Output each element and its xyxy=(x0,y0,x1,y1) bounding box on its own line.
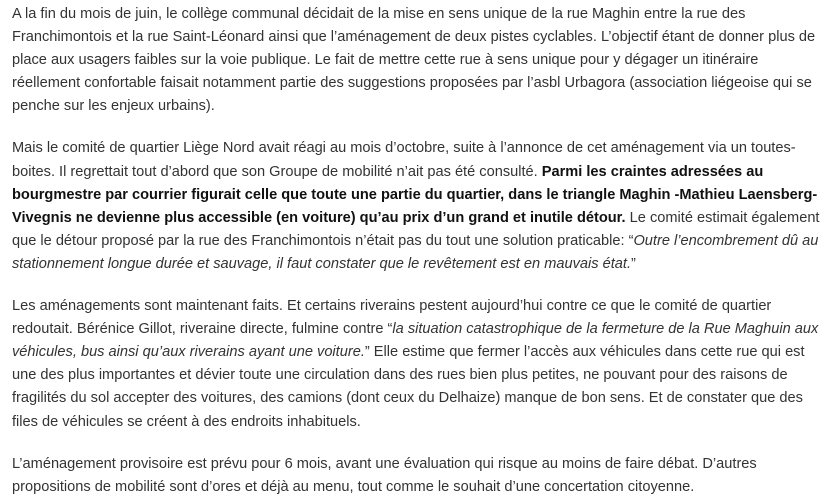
paragraph-4 xyxy=(12,453,827,499)
paragraph-text: L’aménagement provisoire est prévu pour 6 mois, avant une évaluation qui risque au moins de faire débat. D’autres propositions de mobilité sont d’ores et déjà au menu, tout comme le souhait d’une concertation citoyenne. xyxy=(12,455,757,495)
paragraph-1 xyxy=(12,3,827,118)
bold-highlight: Parmi les craintes adressées au bourgmestre par courrier figurait celle que toute une partie du quartier, dans le triangle Maghin -Mathieu Laensberg- Vivegnis ne devienne plus accessible (en voiture) qu’au prix d’un grand et inutile détour. xyxy=(12,163,818,226)
closing-quote-mark: ” xyxy=(631,255,636,272)
paragraph-text: Les aménagements sont maintenant faits. Et certains riverains pestent aujourd’hui contre ce que le comité de quartier redoutait. Bérénice Gillot, riveraine directe, fulmine contre “ xyxy=(12,298,772,338)
paragraph-text: ” Elle estime que fermer l’accès aux véhicules dans cette rue qui est une des plus importantes et dévier toute une circulation dans des rues bien plus petites, ne pouvant pour des raisons de fragilités du sol accepter des voitures, des camions (dont ceux du Delhaize) manque de bon sens. Et de constater que des files de véhicules se créent à des endroits inhabituels. xyxy=(12,344,805,430)
paragraph-text: Le comité estimait également que le détour proposé par la rue des Franchimontois n’était pas du tout une solution praticable: “ xyxy=(12,209,820,249)
italic-quote: la situation catastrophique de la fermeture de la Rue Maghuin aux véhicules, bus ainsi qu’aux riverains ayant une voiture. xyxy=(12,321,819,361)
italic-quote: Outre l’encombrement dû au stationnement longue durée et sauvage, il faut constater que le revêtement est en mauvais état. xyxy=(12,232,819,272)
paragraph-3 xyxy=(12,295,827,434)
paragraph-2 xyxy=(12,137,827,276)
paragraph-text: A la fin du mois de juin, le collège communal décidait de la mise en sens unique de la rue Maghin entre la rue des Franchimontois et la rue Saint-Léonard ainsi que l’aménagement de deux pistes cyclables. L’objectif étant de donner plus de place aux usagers faibles sur la voie publique. Le fait de mettre cette rue à sens unique pour y dégager un itinéraire réellement confortable faisait notamment partie des suggestions proposées par l’asbl Urbagora (association liégeoise qui se penche sur les enjeux urbains). xyxy=(12,6,816,115)
paragraph-text: Mais le comité de quartier Liège Nord avait réagi au mois d’octobre, suite à l’annonce de cet aménagement via un toutes-boites. Il regrettait tout d’abord que son Groupe de mobilité n’ait pas été consulté. xyxy=(12,140,796,180)
